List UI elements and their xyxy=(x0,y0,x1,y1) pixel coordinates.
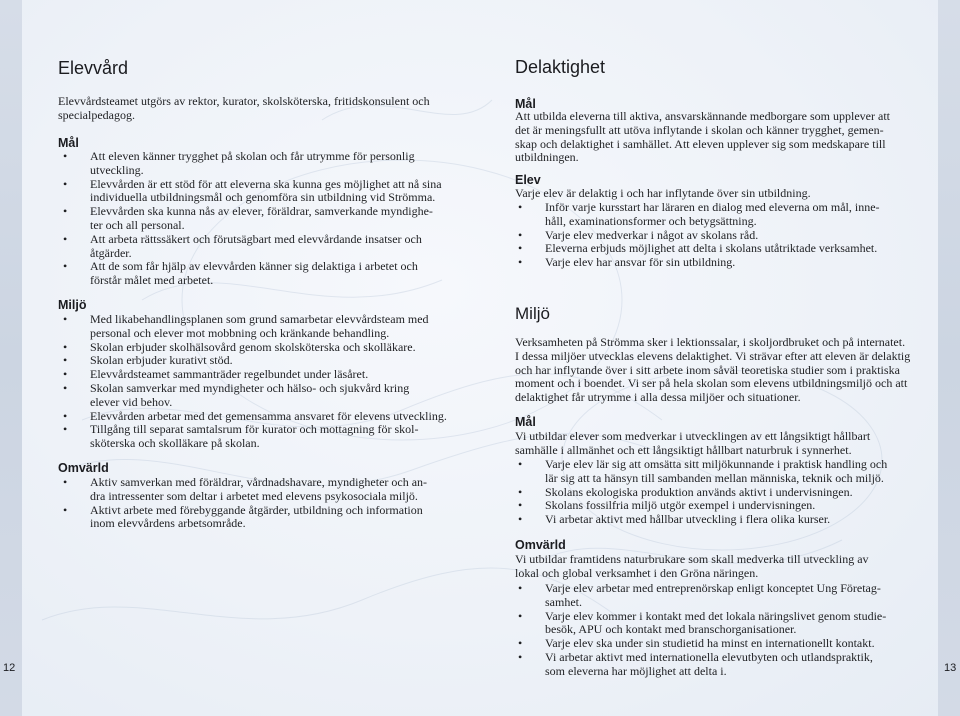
right-edge-strip xyxy=(938,0,960,716)
section-heading-miljo: Miljö xyxy=(58,298,87,312)
left-edge-strip xyxy=(0,0,22,716)
bullet-item: • Inför varje kursstart har läraren en dialog med eleverna om mål, inne- håll, examinationsformer och betygsättning. xyxy=(515,201,880,229)
bullet-item: • Varje elev lär sig att omsätta sitt miljökunnande i praktisk handling och lär sig att ta hänsyn till sambanden mellan människa, teknik och miljö. xyxy=(515,458,887,486)
section-heading-omvarld: Omvärld xyxy=(58,461,109,475)
bullet-item: • Att de som får hjälp av elevvården känner sig delaktiga i arbetet och förstår målet med arbetet. xyxy=(58,260,442,288)
miljo-mal-paragraph: Vi utbildar elever som medverkar i utvecklingen av ett långsiktigt hållbart samhälle i allmänhet och ett långsiktigt hållbart naturbruk i synnerhet. xyxy=(515,429,871,457)
section-heading-elev: Elev xyxy=(515,173,541,187)
bullet-item: • Att arbeta rättssäkert och förutsägbart med elevvårdande insatser och åtgärder. xyxy=(58,233,442,261)
bullet-item: • Varje elev kommer i kontakt med det lokala näringslivet genom studie- besök, APU och kontakt med branschorganisationer. xyxy=(515,610,886,638)
bullet-item: • Elevvården ska kunna nås av elever, föräldrar, samverkande myndighe- ter och all personal. xyxy=(58,205,442,233)
bullet-item: • Skolan erbjuder skolhälsovård genom skolsköterska och skolläkare. xyxy=(58,341,447,355)
bullet-list-miljo-mal xyxy=(515,458,887,527)
bullet-item: • Aktiv samverkan med föräldrar, vårdnadshavare, myndigheter och an- dra intressenter som deltar i arbetet med elevens psykosociala miljö. xyxy=(58,476,427,504)
bullet-list-miljo xyxy=(58,313,447,451)
section-heading-mal: Mål xyxy=(58,136,79,150)
miljo-paragraph: Verksamheten på Strömma sker i lektionssalar, i skoljordbruket och på internatet. I dessa miljöer utvecklas elevens delaktighet. Vi strävar efter att eleven är delaktig och har inflytande över i sitt arbete inom såväl teoretiska studier som i praktiska moment och i boendet. Vi ser på hela skolan som elevens utbildningsmiljö och att delaktighet får utrymme i alla dessa miljöer och situationer. xyxy=(515,335,911,405)
section-heading-omvarld: Omvärld xyxy=(515,538,566,552)
elev-paragraph: Varje elev är delaktig i och har inflytande över sin utbildning. xyxy=(515,186,811,200)
bullet-list-mal xyxy=(58,150,442,288)
bullet-item: • Elevvården är ett stöd för att eleverna ska kunna ges möjlighet att nå sina individuella utbildningsmål och genomföra sin utbildning vid Strömma. xyxy=(58,178,442,206)
section-heading-miljo-mal: Mål xyxy=(515,415,536,429)
bullet-item: • Aktivt arbete med förebyggande åtgärder, utbildning och information inom elevvårdens arbetsområde. xyxy=(58,504,427,532)
bullet-item: • Varje elev medverkar i något av skolans råd. xyxy=(515,229,880,243)
omvarld-paragraph: Vi utbildar framtidens naturbrukare som skall medverka till utveckling av lokal och global verksamhet i den Gröna näringen. xyxy=(515,552,869,580)
bullet-item: • Tillgång till separat samtalsrum för kurator och mottagning för skol- sköterska och skolläkare på skolan. xyxy=(58,423,447,451)
elevvard-intro-paragraph: Elevvårdsteamet utgörs av rektor, kurator, skolsköterska, fritidskonsulent och specialpedagog. xyxy=(58,94,430,122)
page-number-left: 12 xyxy=(3,662,16,674)
bullet-item: • Med likabehandlingsplanen som grund samarbetar elevvårdsteam med personal och elever mot mobbning och kränkande behandling. xyxy=(58,313,447,341)
bullet-item: • Att eleven känner trygghet på skolan och får utrymme för personlig utveckling. xyxy=(58,150,442,178)
page-title-elevvard: Elevvård xyxy=(58,58,129,78)
bullet-item: • Elevvården arbetar med det gemensamma ansvaret för elevens utveckling. xyxy=(58,410,447,424)
bullet-item: • Elevvårdsteamet sammanträder regelbundet under läsåret. xyxy=(58,368,447,382)
bullet-item: • Skolans ekologiska produktion används aktivt i undervisningen. xyxy=(515,486,887,500)
page-number-right: 13 xyxy=(944,662,957,674)
bullet-list-elev xyxy=(515,201,880,270)
bullet-item: • Skolan erbjuder kurativt stöd. xyxy=(58,354,447,368)
bullet-item: • Vi arbetar aktivt med hållbar utveckling i flera olika kurser. xyxy=(515,513,887,527)
bullet-item: • Varje elev ska under sin studietid ha minst en internationellt kontakt. xyxy=(515,637,886,651)
mal-paragraph: Att utbilda eleverna till aktiva, ansvarskännande medborgare som upplever att det är meningsfullt att utöva inflytande i skolan och känner trygghet, gemen- skap och delaktighet i samhället. Att eleven upplever sig som medskapare till utbildningen. xyxy=(515,109,890,165)
bullet-item: • Skolan samverkar med myndigheter och hälso- och sjukvård kring elever vid behov. xyxy=(58,382,447,410)
bullet-item: • Eleverna erbjuds möjlighet att delta i skolans utåtriktade verksamhet. xyxy=(515,242,880,256)
bullet-item: • Vi arbetar aktivt med internationella elevutbyten och utlandspraktik, som eleverna har möjlighet att delta i. xyxy=(515,651,886,679)
bullet-item: • Skolans fossilfria miljö utgör exempel i undervisningen. xyxy=(515,499,887,513)
bullet-item: • Varje elev arbetar med entreprenörskap enligt konceptet Ung Företag- samhet. xyxy=(515,582,886,610)
bullet-list-omvarld xyxy=(58,476,427,531)
page-title-delaktighet: Delaktighet xyxy=(515,57,606,77)
bullet-item: • Varje elev har ansvar för sin utbildning. xyxy=(515,256,880,270)
bullet-list-omvarld xyxy=(515,582,886,679)
section-heading-miljo: Miljö xyxy=(515,304,550,323)
section-heading-mal: Mål xyxy=(515,97,536,111)
